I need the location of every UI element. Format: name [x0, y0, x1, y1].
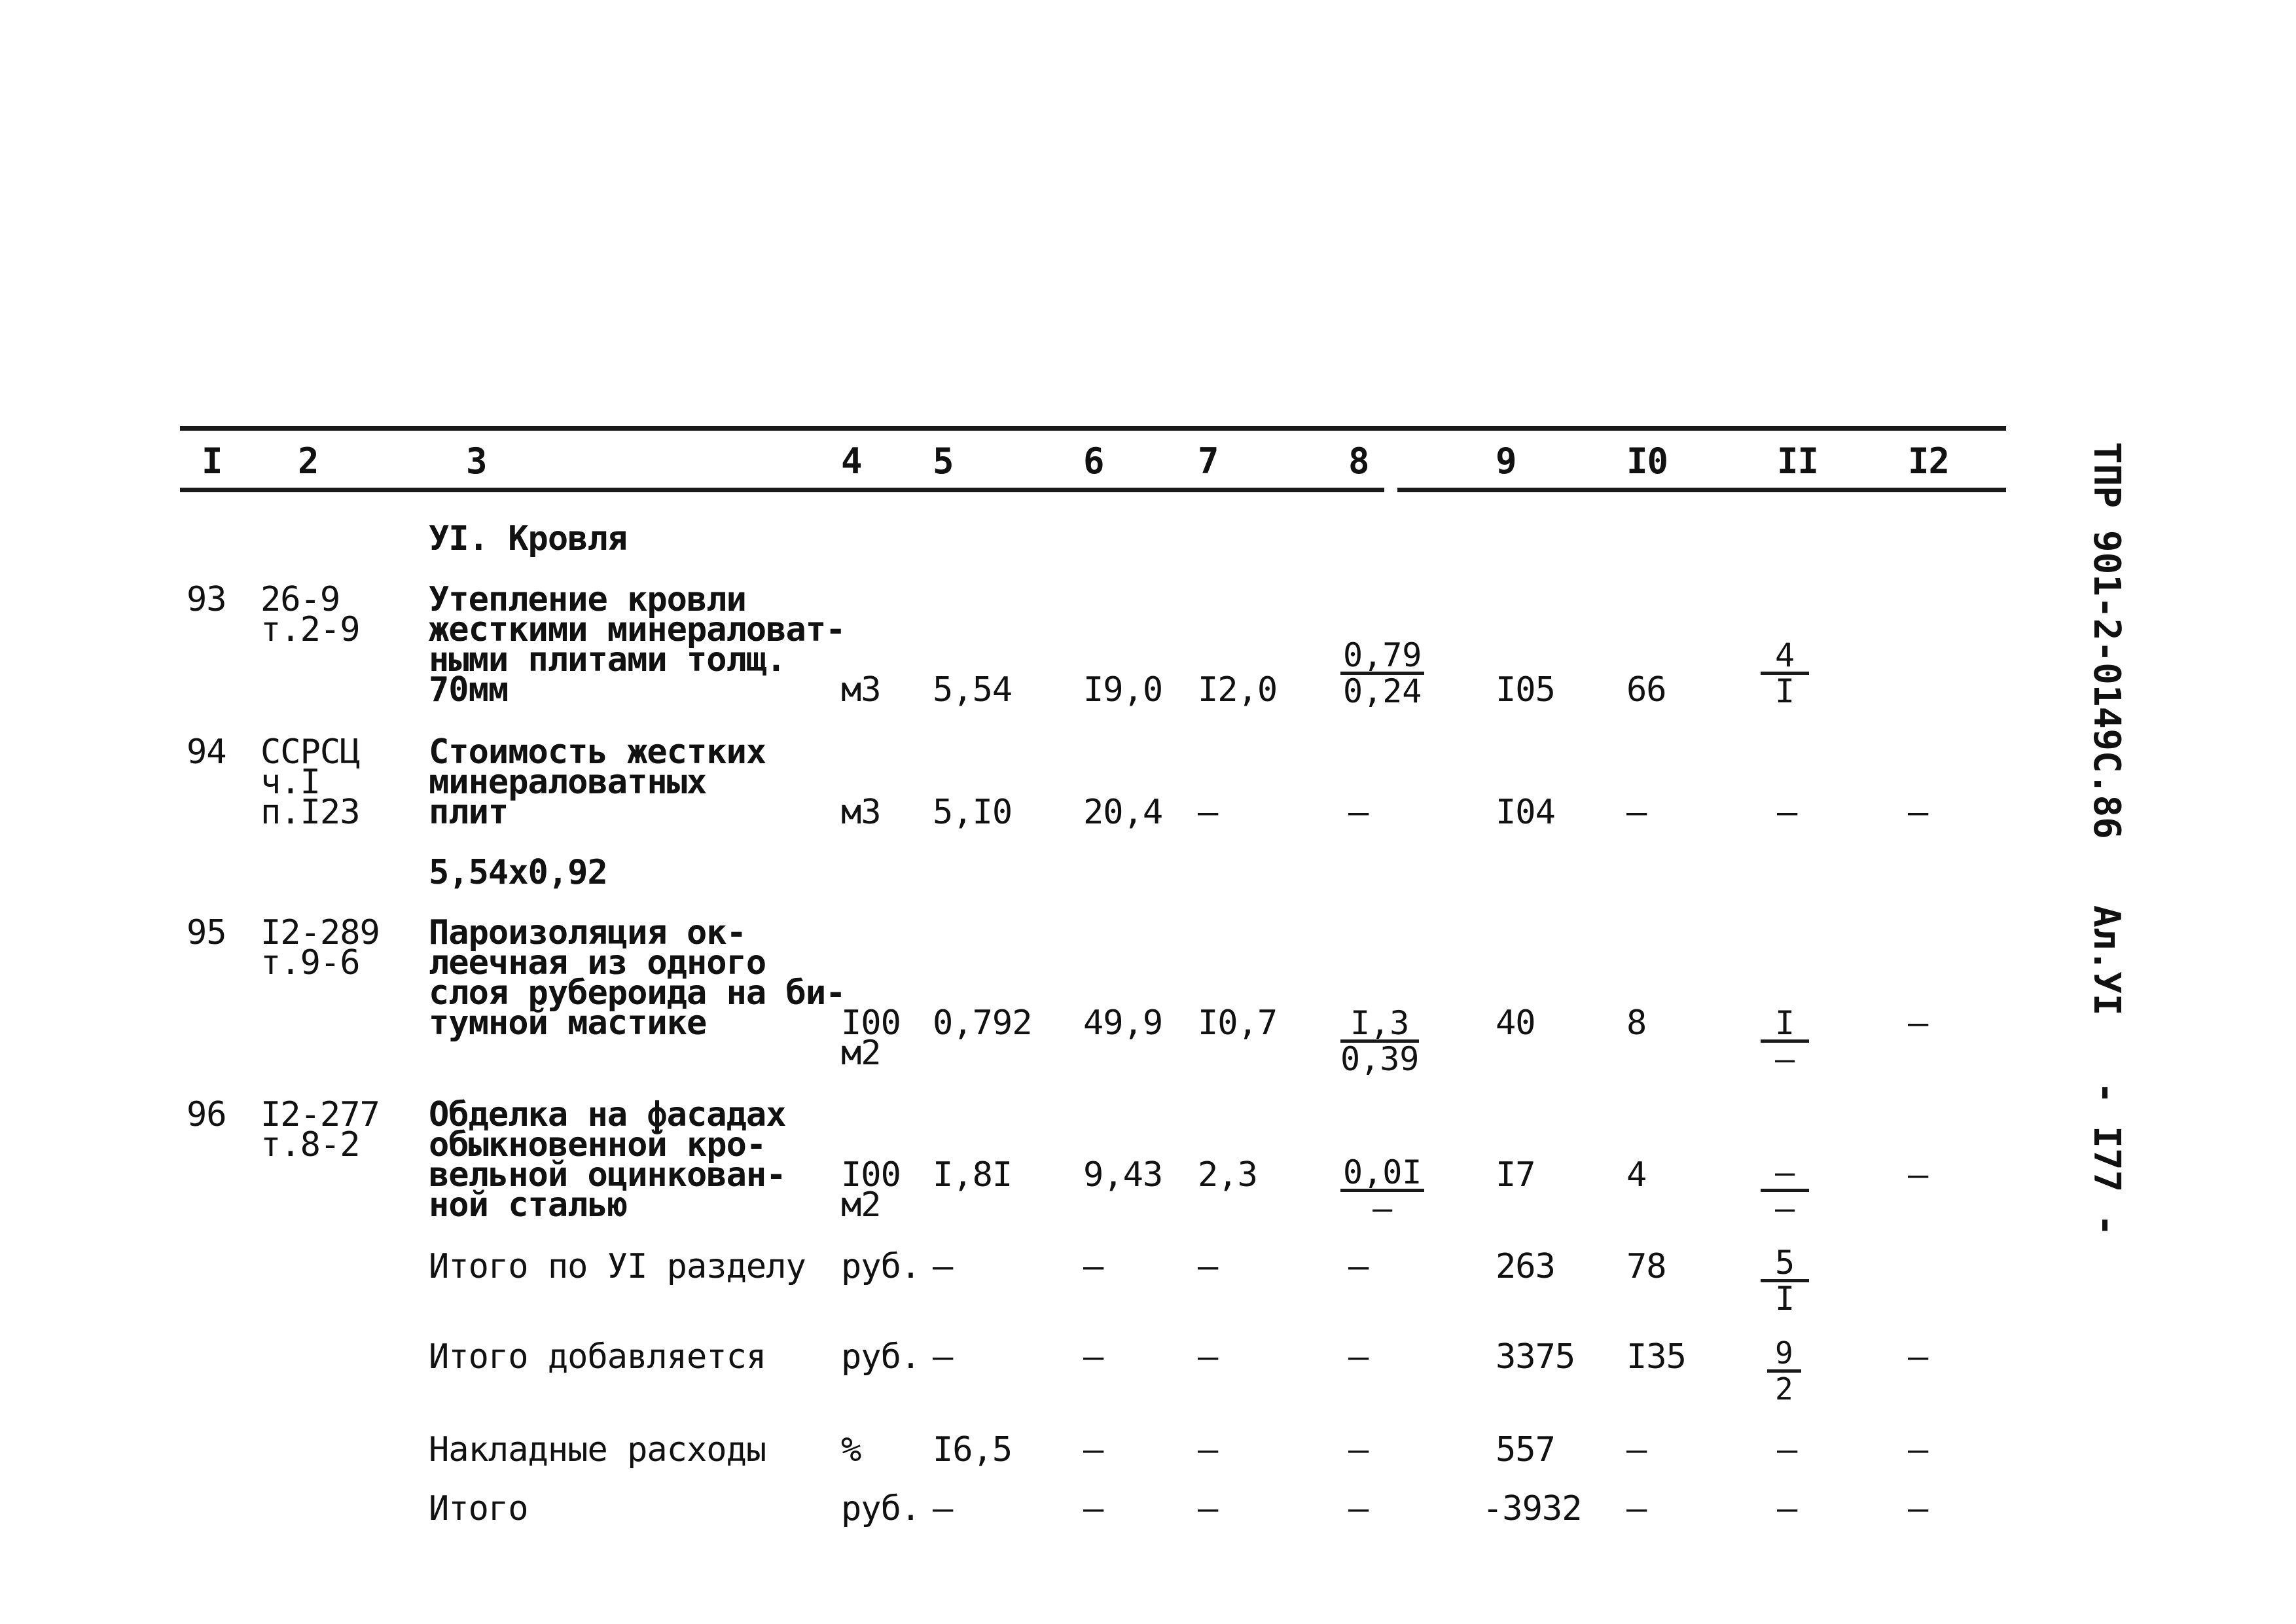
row-col7: I0,7: [1198, 1003, 1278, 1043]
row-col7: I2,0: [1198, 670, 1278, 710]
total-col6: –: [1083, 1337, 1103, 1377]
row-unit: м2: [841, 1185, 881, 1225]
row-description-line: плит: [429, 793, 509, 832]
total-col12: –: [1908, 1430, 1928, 1470]
row-col9: I04: [1496, 793, 1555, 832]
fraction-denominator: I: [1775, 672, 1795, 710]
row-description-line: Пароизоляция ок-: [429, 913, 746, 952]
row-col5: 0,792: [933, 1003, 1032, 1043]
row-code-line: п.I23: [260, 793, 360, 832]
total-col7: –: [1198, 1430, 1218, 1470]
row-col11-fraction: [1761, 1153, 1809, 1227]
total-col7: –: [1198, 1247, 1218, 1286]
fraction-numerator: 0,0I: [1340, 1157, 1424, 1192]
row-col10: 8: [1626, 1003, 1647, 1043]
row-description-line: Обделка на фасадах: [429, 1095, 786, 1134]
row-calculation: 5,54х0,92: [429, 853, 607, 892]
row-col9: I7: [1496, 1155, 1535, 1195]
col-header-2: 2: [298, 441, 319, 482]
total-unit: руб.: [841, 1489, 921, 1528]
row-col8-fraction: [1340, 636, 1424, 710]
total-col11-fraction: [1767, 1335, 1801, 1407]
row-col11: –: [1777, 793, 1797, 832]
row-description-line: жесткими минераловат-: [429, 610, 846, 649]
row-col11-fraction: [1761, 636, 1809, 710]
row-code-line: т.8-2: [260, 1125, 360, 1164]
fraction-numerator: I: [1761, 1008, 1809, 1043]
row-col6: 20,4: [1083, 793, 1163, 832]
fraction-denominator: 0,24: [1343, 672, 1422, 710]
row-description-line: 70мм: [429, 670, 509, 710]
row-description-line: обыкновенной кро-: [429, 1125, 766, 1164]
row-col12: –: [1908, 1155, 1928, 1195]
row-code-line: т.2-9: [260, 610, 360, 649]
row-description-line: Утепление кровли: [429, 580, 746, 619]
row-code-line: ССРСЦ: [260, 732, 360, 772]
total-col5: –: [933, 1337, 953, 1377]
row-col5: I,8I: [933, 1155, 1013, 1195]
col-header-3: 3: [466, 441, 487, 482]
col-header-6: 6: [1083, 441, 1104, 482]
row-number: 95: [187, 913, 226, 952]
total-col8: –: [1348, 1489, 1369, 1528]
row-description-line: минераловатных: [429, 763, 707, 802]
row-col9: I05: [1496, 670, 1555, 710]
top-rule: [180, 426, 2006, 431]
col-header-5: 5: [933, 441, 954, 482]
total-col8: –: [1348, 1430, 1369, 1470]
row-col7: 2,3: [1198, 1155, 1257, 1195]
col-header-11: II: [1777, 441, 1819, 482]
row-code-line: ч.I: [260, 763, 320, 802]
row-description-line: ными плитами толщ.: [429, 640, 786, 679]
row-unit: м3: [841, 670, 881, 710]
side-document-code: ТПР 901-2-0149С.86 Ал.УI - I77 -: [2085, 442, 2128, 1236]
col-header-12: I2: [1908, 441, 1950, 482]
row-description-line: слоя рубероида на би-: [429, 973, 846, 1013]
total-col6: –: [1083, 1247, 1103, 1286]
col-header-7: 7: [1198, 441, 1219, 482]
total-unit: руб.: [841, 1247, 921, 1286]
fraction-denominator: –: [1775, 1189, 1795, 1227]
total-col10: I35: [1626, 1337, 1686, 1377]
row-col5: 5,54: [933, 670, 1013, 710]
fraction-denominator: 2: [1775, 1371, 1793, 1407]
col-header-8: 8: [1348, 441, 1369, 482]
section-title: УI. Кровля: [429, 519, 628, 558]
total-col12: –: [1908, 1337, 1928, 1377]
total-label: Накладные расходы: [429, 1430, 766, 1470]
row-description-line: тумной мастике: [429, 1003, 707, 1043]
col-header-10: I0: [1626, 441, 1668, 482]
fraction-numerator: 5: [1761, 1248, 1809, 1282]
row-description-line: ной сталью: [429, 1185, 628, 1225]
row-description-line: Стоимость жестких: [429, 732, 766, 772]
total-col6: –: [1083, 1489, 1103, 1528]
total-col5: –: [933, 1489, 953, 1528]
fraction-numerator: 4: [1761, 640, 1809, 675]
row-col5: 5,I0: [933, 793, 1013, 832]
row-col9: 40: [1496, 1003, 1535, 1043]
fraction-denominator: –: [1372, 1189, 1393, 1227]
row-col10: 66: [1626, 670, 1666, 710]
row-description-line: вельной оцинкован-: [429, 1155, 786, 1195]
total-col9: 557: [1496, 1430, 1555, 1470]
fraction-denominator: 0,39: [1340, 1040, 1420, 1078]
row-code-line: I2-289: [260, 913, 380, 952]
total-col11: –: [1777, 1489, 1797, 1528]
total-col8: –: [1348, 1337, 1369, 1377]
total-col10: –: [1626, 1430, 1647, 1470]
row-code-line: I2-277: [260, 1095, 380, 1134]
total-label: Итого: [429, 1489, 528, 1528]
fraction-numerator: 0,79: [1340, 640, 1424, 675]
fraction-denominator: I: [1775, 1280, 1795, 1318]
row-col8-fraction: [1340, 1004, 1420, 1078]
total-col9: 263: [1496, 1247, 1555, 1286]
total-col9: 3375: [1496, 1337, 1575, 1377]
header-rule-right: [1397, 488, 2006, 492]
row-col11-fraction: [1761, 1004, 1809, 1078]
row-code-line: т.9-6: [260, 943, 360, 983]
total-col12: –: [1908, 1489, 1928, 1528]
row-col10: –: [1626, 793, 1647, 832]
total-col7: –: [1198, 1489, 1218, 1528]
fraction-numerator: I,3: [1340, 1008, 1419, 1043]
total-col11-fraction: [1761, 1244, 1809, 1318]
row-col6: 9,43: [1083, 1155, 1163, 1195]
row-number: 93: [187, 580, 226, 619]
fraction-denominator: –: [1775, 1040, 1795, 1078]
row-col6: 49,9: [1083, 1003, 1163, 1043]
total-col11: –: [1777, 1430, 1797, 1470]
fraction-numerator: –: [1761, 1157, 1809, 1192]
total-unit: %: [841, 1430, 861, 1470]
fraction-numerator: 9: [1767, 1338, 1801, 1373]
total-col9: -3932: [1482, 1489, 1582, 1528]
total-col7: –: [1198, 1337, 1218, 1377]
col-header-4: 4: [841, 441, 862, 482]
row-col7: –: [1198, 793, 1218, 832]
total-label: Итого добавляется: [429, 1337, 766, 1377]
total-unit: руб.: [841, 1337, 921, 1377]
row-unit: м2: [841, 1034, 881, 1073]
row-col10: 4: [1626, 1155, 1647, 1195]
col-header-1: I: [202, 441, 223, 482]
row-number: 96: [187, 1095, 226, 1134]
row-unit: м3: [841, 793, 881, 832]
row-description-line: леечная из одного: [429, 943, 766, 983]
row-number: 94: [187, 732, 226, 772]
total-col6: –: [1083, 1430, 1103, 1470]
row-col12: –: [1908, 793, 1928, 832]
total-col10: 78: [1626, 1247, 1666, 1286]
row-col8-fraction: [1340, 1153, 1424, 1227]
row-unit: I00: [841, 1155, 901, 1195]
header-rule-left: [180, 488, 1384, 492]
total-label: Итого по УI разделу: [429, 1247, 806, 1286]
total-col10: –: [1626, 1489, 1647, 1528]
total-col5: –: [933, 1247, 953, 1286]
row-col6: I9,0: [1083, 670, 1163, 710]
total-col8: –: [1348, 1247, 1369, 1286]
col-header-9: 9: [1496, 441, 1516, 482]
row-code-line: 26-9: [260, 580, 340, 619]
total-col5: I6,5: [933, 1430, 1013, 1470]
row-unit: I00: [841, 1003, 901, 1043]
row-col8: –: [1348, 793, 1369, 832]
row-col12: –: [1908, 1003, 1928, 1043]
